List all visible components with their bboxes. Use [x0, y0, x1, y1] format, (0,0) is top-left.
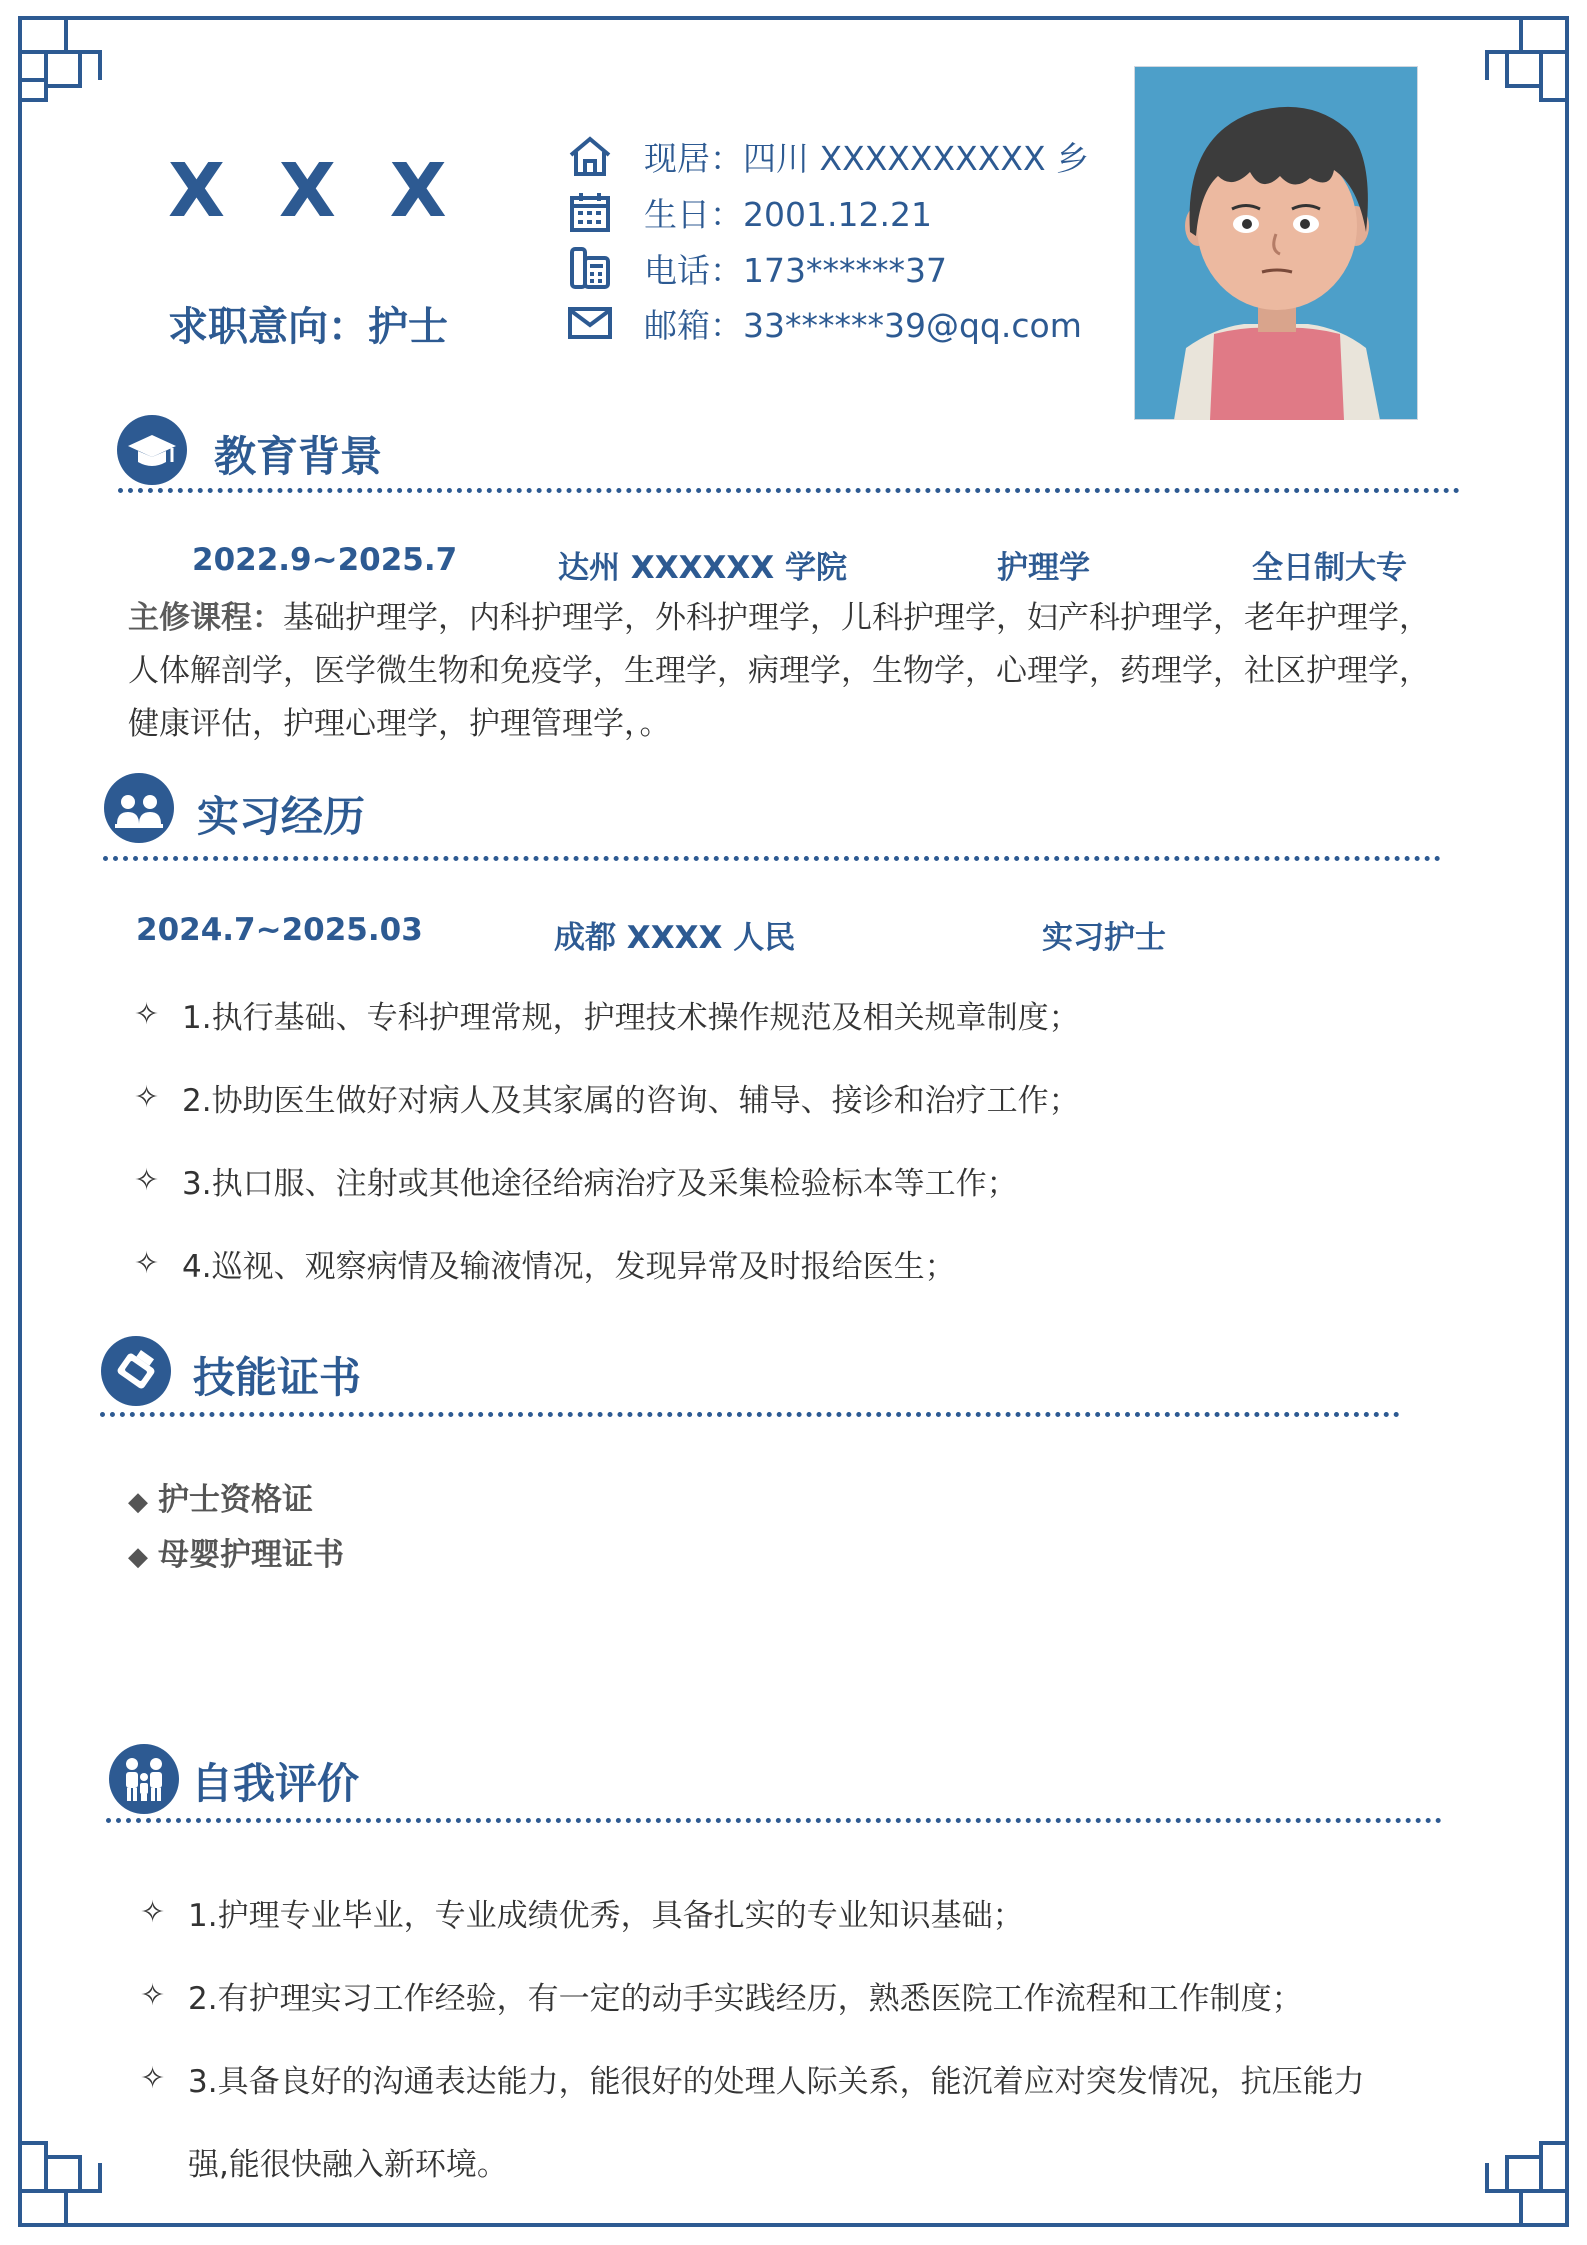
internship-title: 实习经历 — [197, 792, 366, 841]
star-bullet-icon: ✧ — [134, 1080, 160, 1115]
courses-text: 基础护理学，内科护理学，外科护理学，儿科护理学，妇产科护理学，老年护理学，人体解剖学，医学微生物和免疫学，生理学，病理学，生物学，心理学，药理学，社区护理学，健康评估，护理心理学，护理管理学，。 — [128, 600, 1430, 742]
info-phone: 电话：173******37 — [566, 246, 947, 290]
phone-icon — [566, 246, 614, 290]
section-divider — [103, 856, 1441, 861]
home-icon — [566, 134, 614, 178]
intern-period: 2024.7~2025.03 — [136, 912, 423, 948]
edu-school: 达州 XXXXXX 学院 — [558, 550, 847, 586]
diamond-bullet-icon: ◆ — [128, 1542, 148, 1572]
self-item: ✧ 3.具备良好的沟通表达能力，能很好的处理人际关系，能沉着应对突发情况，抗压能力 — [140, 2061, 1365, 2100]
intern-item: ✧ 4.巡视、观察病情及输液情况，发现异常及时报给医生； — [134, 1246, 956, 1285]
edu-type: 全日制大专 — [1252, 550, 1407, 586]
education-title: 教育背景 — [214, 432, 383, 481]
calendar-icon — [566, 190, 614, 234]
intern-item: ✧ 3.执口服、注射或其他途径给病治疗及采集检验标本等工作； — [134, 1163, 1018, 1202]
certificate-icon — [100, 1335, 172, 1407]
star-bullet-icon: ✧ — [134, 1163, 160, 1198]
profile-photo — [1134, 66, 1418, 420]
self-eval-title: 自我评价 — [191, 1759, 360, 1808]
intern-role: 实习护士 — [1042, 920, 1166, 956]
self-item: ✧ 2.有护理实习工作经验，有一定的动手实践经历，熟悉医院工作流程和工作制度； — [140, 1978, 1303, 2017]
edu-major: 护理学 — [997, 550, 1090, 586]
section-divider — [106, 1818, 1442, 1823]
edu-period: 2022.9~2025.7 — [192, 542, 458, 578]
star-bullet-icon: ✧ — [140, 2061, 166, 2096]
graduation-cap-icon — [116, 414, 188, 486]
family-icon — [108, 1743, 180, 1815]
intern-item: ✧ 1.执行基础、专科护理常规，护理技术操作规范及相关规章制度； — [134, 997, 1080, 1036]
skills-title: 技能证书 — [193, 1353, 362, 1402]
diamond-bullet-icon: ◆ — [128, 1487, 148, 1517]
intern-item: ✧ 2.协助医生做好对病人及其家属的咨询、辅导、接诊和治疗工作； — [134, 1080, 1080, 1119]
star-bullet-icon: ✧ — [140, 1895, 166, 1930]
info-birthday: 生日：2001.12.21 — [566, 190, 932, 234]
section-divider — [100, 1412, 1400, 1417]
cert-item: ◆ 护士资格证 — [128, 1482, 313, 1518]
cert-item: ◆ 母婴护理证书 — [128, 1537, 344, 1573]
intern-place: 成都 XXXX 人民 — [554, 920, 796, 956]
courses-label: 主修课程： — [128, 600, 283, 636]
team-icon — [103, 772, 175, 844]
info-email: 邮箱：33******39@qq.com — [566, 301, 1082, 345]
job-intent: 求职意向：护士 — [168, 304, 448, 350]
candidate-name: X X X — [168, 148, 461, 234]
edu-courses — [128, 592, 1458, 751]
star-bullet-icon: ✧ — [134, 1246, 160, 1281]
self-item: ✧ 1.护理专业毕业，专业成绩优秀，具备扎实的专业知识基础； — [140, 1895, 1024, 1934]
self-item-continued: 强,能很快融入新环境。 — [188, 2147, 508, 2183]
star-bullet-icon: ✧ — [134, 997, 160, 1032]
mail-icon — [566, 301, 614, 345]
section-divider — [118, 488, 1460, 493]
star-bullet-icon: ✧ — [140, 1978, 166, 2013]
info-address: 现居：四川 XXXXXXXXXX 乡 — [566, 134, 1089, 178]
